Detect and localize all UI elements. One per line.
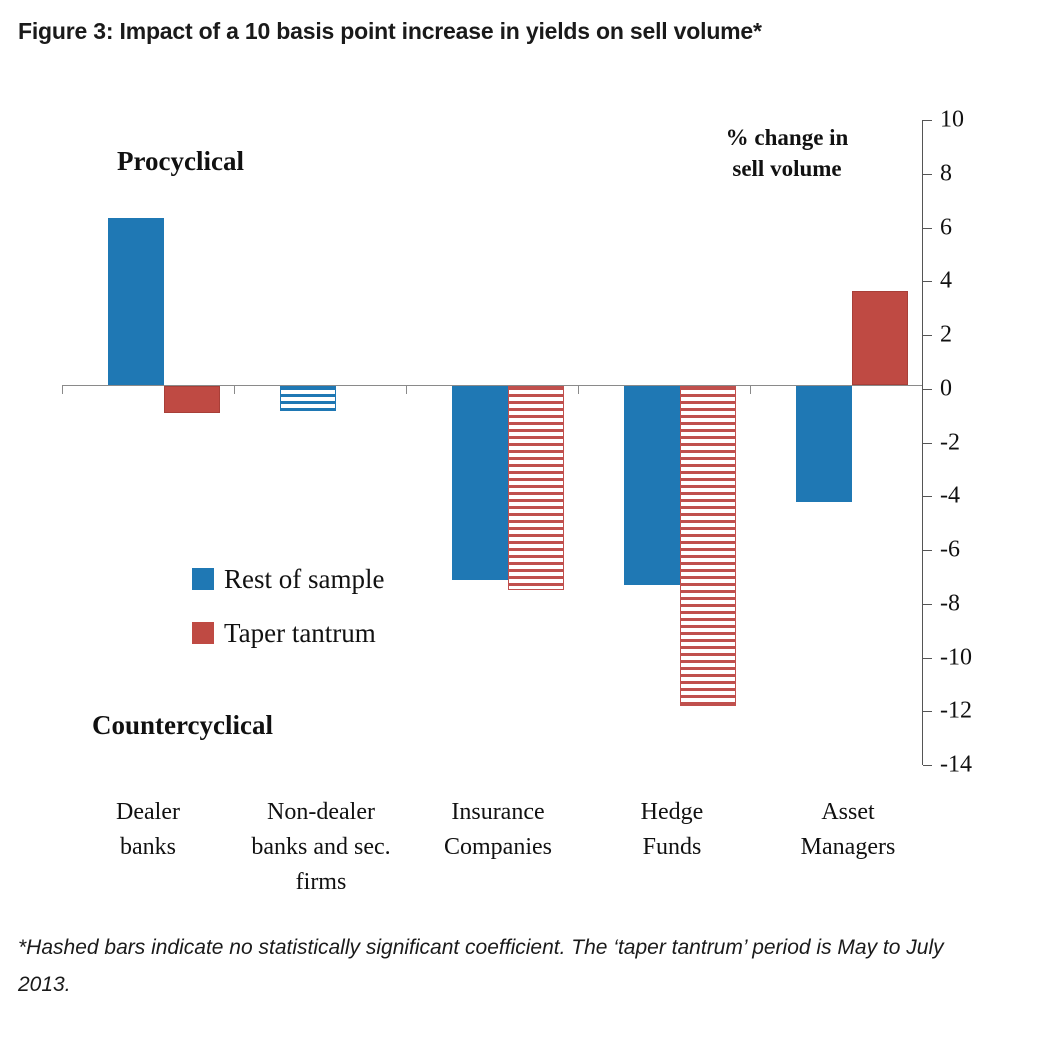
category-tick — [62, 385, 63, 394]
category-label-line: Hedge — [640, 799, 704, 825]
bar-dealer-banks-rest-of-sample — [108, 218, 164, 385]
legend-swatch-icon — [192, 568, 214, 590]
axis-tick — [923, 496, 932, 497]
annotation-procyclical: Procyclical — [117, 146, 244, 176]
category-axis-labels — [62, 795, 922, 905]
category-label-insurance-companies — [410, 795, 586, 865]
category-label-non-dealer-banks — [228, 795, 414, 899]
axis-tick-label: -8 — [940, 590, 960, 617]
category-label-asset-managers — [760, 795, 936, 865]
category-label-line: banks and sec. — [251, 833, 391, 860]
category-label-line: Companies — [444, 833, 552, 860]
category-label-line: Asset — [821, 799, 875, 825]
category-tick — [234, 385, 235, 394]
bar-dealer-banks-taper-tantrum — [164, 386, 220, 413]
value-axis-title — [662, 122, 912, 184]
axis-tick-label: 8 — [940, 160, 952, 187]
category-label-line: banks — [120, 833, 176, 860]
axis-tick-label: -10 — [940, 644, 972, 670]
category-label-line: Dealer — [116, 799, 180, 825]
category-label-line: Managers — [800, 833, 896, 860]
axis-tick — [923, 335, 932, 336]
category-label-line: Insurance — [451, 799, 545, 825]
axis-tick — [923, 604, 932, 605]
axis-tick — [923, 174, 932, 175]
plot-area — [62, 106, 972, 778]
category-tick — [750, 385, 751, 394]
page-title: Figure 3: Impact of a 10 basis point increase in yields on sell volume* — [18, 18, 762, 44]
axis-tick — [923, 765, 932, 766]
axis-tick-label: -4 — [940, 482, 960, 509]
category-tick — [406, 385, 407, 394]
axis-tick-label: -12 — [940, 697, 972, 724]
bar-insurance-companies-taper-tantrum — [508, 386, 564, 590]
axis-tick-label: -6 — [940, 536, 960, 563]
category-label-line: Funds — [642, 833, 702, 860]
value-axis-title-line2: sell volume — [732, 156, 842, 182]
axis-tick-label: 4 — [940, 267, 952, 294]
legend-swatch-icon — [192, 622, 214, 644]
axis-tick — [923, 120, 932, 121]
axis-tick — [923, 281, 932, 282]
bar-insurance-companies-rest-of-sample — [452, 386, 508, 580]
legend-item-label: Taper tantrum — [224, 617, 376, 648]
legend-item-rest-of-sample[interactable] — [192, 552, 384, 606]
axis-tick-label: 0 — [940, 375, 952, 402]
axis-tick-label: 2 — [940, 321, 952, 348]
chart-figure — [0, 95, 1042, 895]
legend — [192, 552, 384, 660]
legend-item-taper-tantrum[interactable] — [192, 606, 384, 660]
category-label-hedge-funds — [592, 795, 752, 865]
bar-hedge-funds-rest-of-sample — [624, 386, 680, 585]
axis-tick-label: -14 — [940, 751, 972, 778]
axis-tick — [923, 228, 932, 229]
bar-asset-managers-taper-tantrum — [852, 291, 908, 385]
axis-tick — [923, 658, 932, 659]
category-label-dealer-banks — [68, 795, 228, 865]
axis-tick — [923, 711, 932, 712]
axis-tick-label: 6 — [940, 214, 952, 240]
bar-hedge-funds-taper-tantrum — [680, 386, 736, 706]
bar-asset-managers-rest-of-sample — [796, 386, 852, 502]
category-tick — [578, 385, 579, 394]
axis-tick-label: 10 — [940, 106, 964, 133]
annotation-countercyclical: Countercyclical — [92, 710, 273, 740]
axis-tick — [923, 443, 932, 444]
category-label-line: Non-dealer — [267, 799, 375, 825]
figure-footnote: *Hashed bars indicate no statistically significant coefficient. The ‘taper tantrum’ period is May to July 2013. — [18, 936, 944, 996]
axis-tick-label: -2 — [940, 429, 960, 455]
legend-item-label: Rest of sample — [224, 563, 385, 594]
category-label-line: firms — [295, 868, 347, 895]
axis-tick — [923, 389, 932, 390]
axis-tick — [923, 550, 932, 551]
value-axis-title-line1: % change in — [725, 125, 849, 150]
bar-non-dealer-banks-rest-of-sample — [280, 386, 336, 411]
